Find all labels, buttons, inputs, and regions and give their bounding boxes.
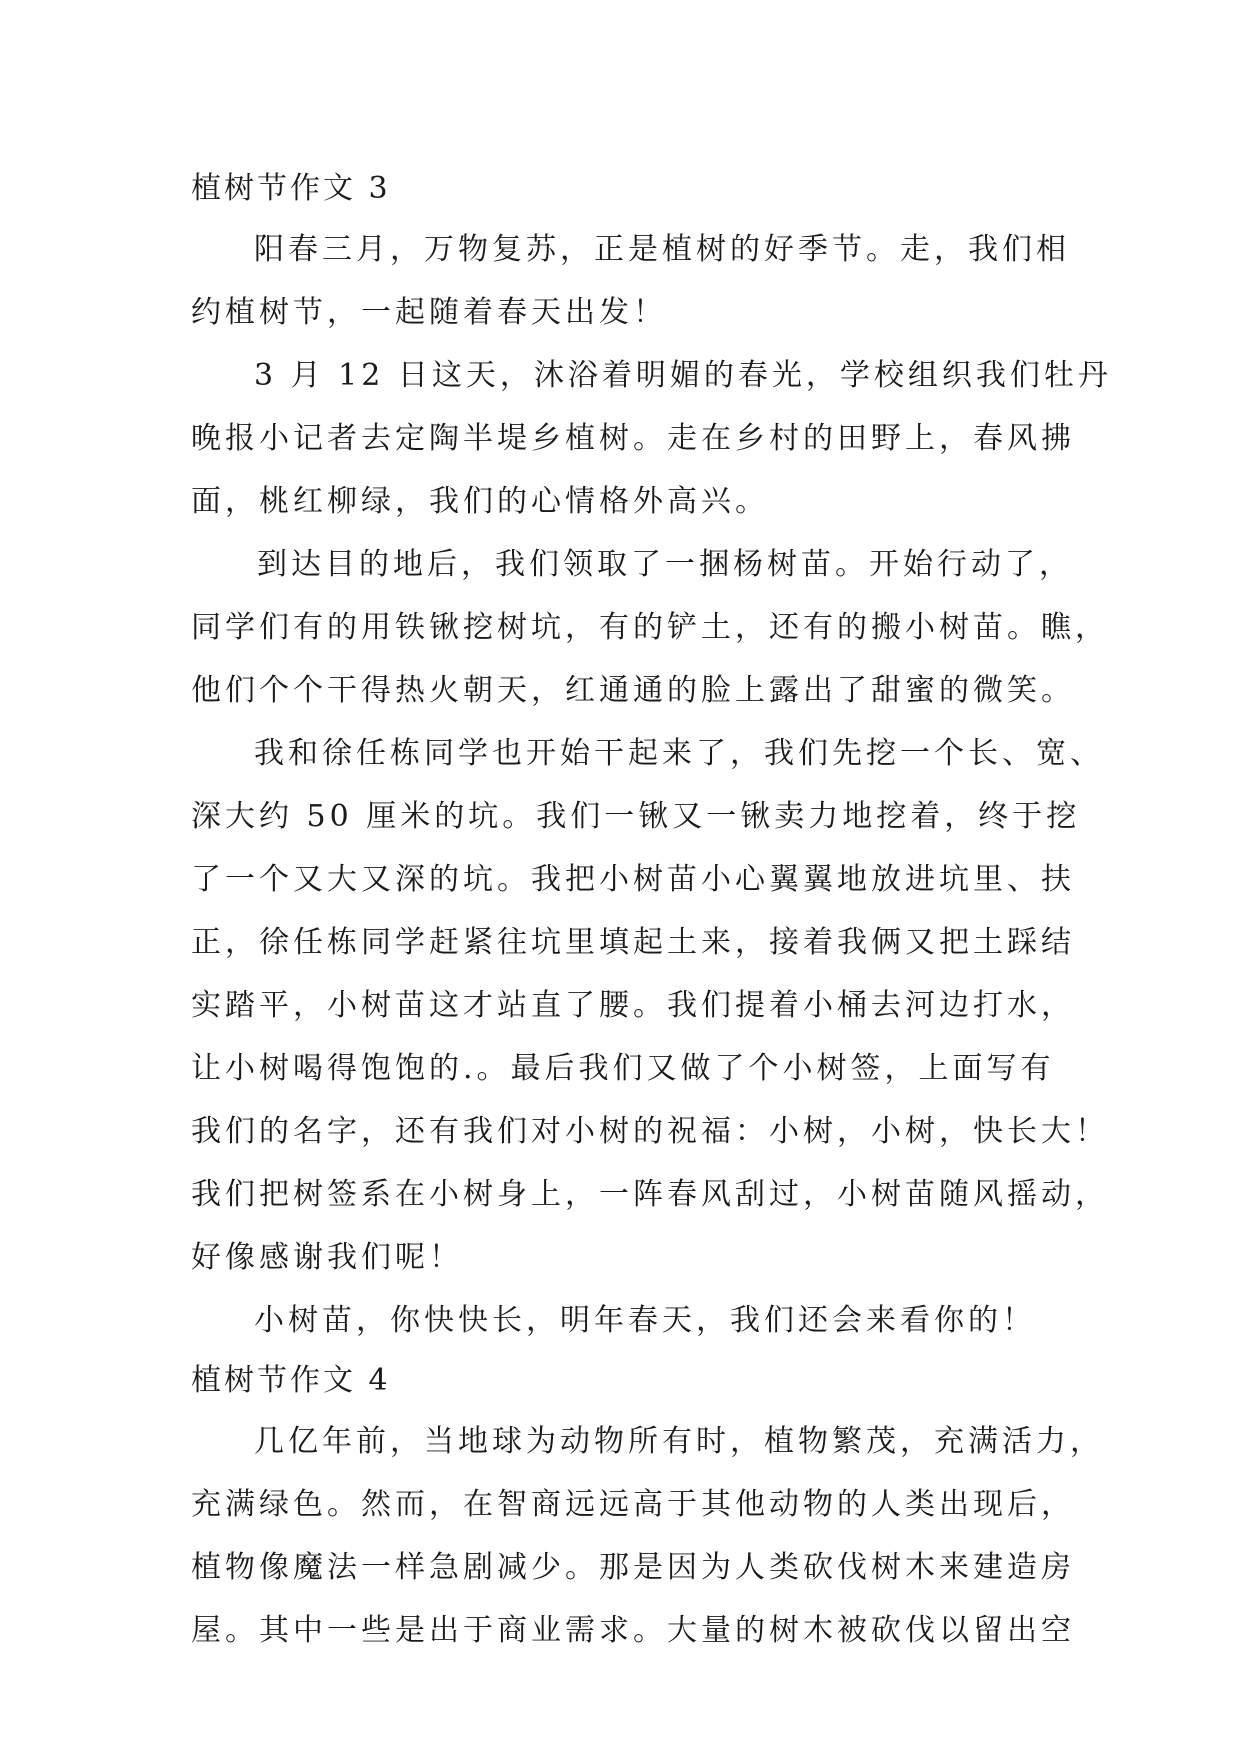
paragraph-line: 让小树喝得饱饱的.。最后我们又做了个小树签，上面写有 bbox=[191, 1051, 1055, 1086]
essay-4-title: 植树节作文 4 bbox=[191, 1363, 391, 1398]
paragraph-line: 我和徐任栋同学也开始干起来了，我们先挖一个长、宽、 bbox=[254, 736, 1104, 771]
paragraph-line: 面，桃红柳绿，我们的心情格外高兴。 bbox=[191, 484, 769, 519]
paragraph-line: 了一个又大又深的坑。我把小树苗小心翼翼地放进坑里、扶 bbox=[191, 862, 1075, 897]
paragraph-line: 阳春三月，万物复苏，正是植树的好季节。走，我们相 bbox=[254, 232, 1070, 267]
paragraph-line: 几亿年前，当地球为动物所有时，植物繁茂，充满活力， bbox=[254, 1424, 1104, 1459]
paragraph-line: 好像感谢我们呢！ bbox=[191, 1240, 463, 1275]
paragraph-line: 到达目的地后，我们领取了一捆杨树苗。开始行动了， bbox=[257, 547, 1073, 582]
document-body bbox=[191, 160, 1112, 1662]
paragraph-line: 3 月 12 日这天，沐浴着明媚的春光，学校组织我们牡丹 bbox=[254, 358, 1112, 393]
paragraph-line: 我们把树签系在小树身上，一阵春风刮过，小树苗随风摇动， bbox=[191, 1177, 1109, 1212]
paragraph-line: 屋。其中一些是出于商业需求。大量的树木被砍伐以留出空 bbox=[191, 1613, 1075, 1648]
paragraph-line: 充满绿色。然而，在智商远远高于其他动物的人类出现后， bbox=[191, 1487, 1075, 1522]
paragraph-line: 植物像魔法一样急剧减少。那是因为人类砍伐树木来建造房 bbox=[191, 1550, 1075, 1585]
paragraph-line: 他们个个干得热火朝天，红通通的脸上露出了甜蜜的微笑。 bbox=[191, 673, 1075, 708]
paragraph-line: 晚报小记者去定陶半堤乡植树。走在乡村的田野上，春风拂 bbox=[191, 421, 1075, 456]
paragraph-line: 约植树节，一起随着春天出发！ bbox=[191, 295, 667, 330]
essay-3-title: 植树节作文 3 bbox=[191, 171, 391, 206]
paragraph-line: 小树苗，你快快长，明年春天，我们还会来看你的！ bbox=[254, 1303, 1036, 1338]
paragraph-line: 同学们有的用铁锹挖树坑，有的铲土，还有的搬小树苗。瞧， bbox=[191, 610, 1109, 645]
paragraph-line: 我们的名字，还有我们对小树的祝福：小树，小树，快长大！ bbox=[191, 1114, 1109, 1149]
paragraph-line: 深大约 50 厘米的坑。我们一锹又一锹卖力地挖着，终于挖 bbox=[191, 799, 1081, 834]
paragraph-line: 实踏平，小树苗这才站直了腰。我们提着小桶去河边打水， bbox=[191, 988, 1075, 1023]
paragraph-line: 正，徐任栋同学赶紧往坑里填起土来，接着我俩又把土踩结 bbox=[191, 925, 1075, 960]
